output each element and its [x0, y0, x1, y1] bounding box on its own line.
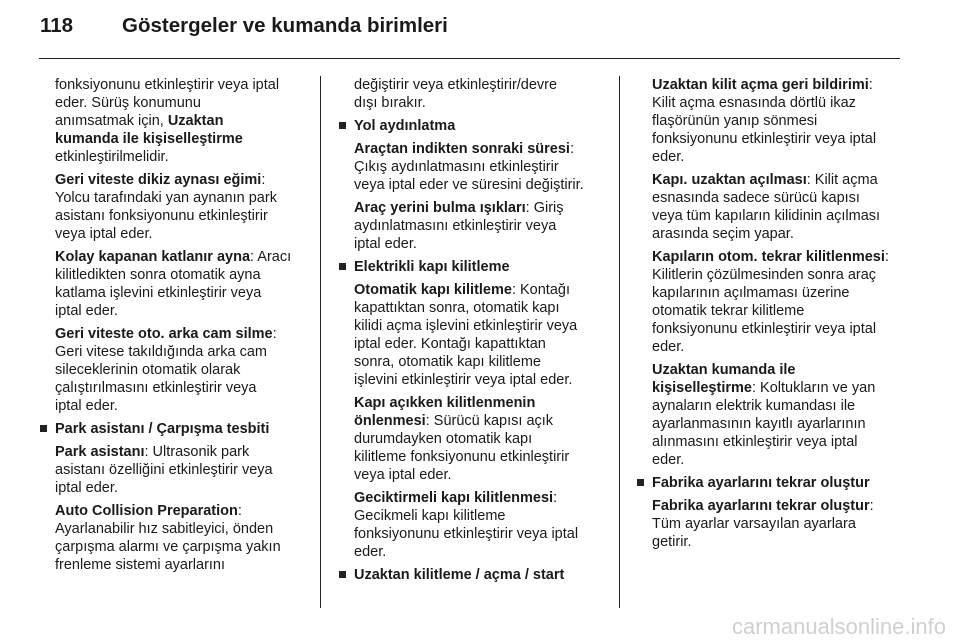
- text: : Kilitlerin çözülmesinden sonra araç kapılarının açılmaması üzerine otomatik tekrar kilitleme fonksiyonunu etkinleştirir veya iptal eder.: [652, 249, 889, 355]
- bold-term: Uzaktan kumanda ile kişiselleştirme: [652, 362, 796, 396]
- paragraph: [339, 199, 611, 253]
- paragraph: [637, 248, 909, 356]
- bullet-heading: [637, 474, 909, 492]
- bold-term: Kapı. uzaktan açılması: [652, 172, 807, 188]
- bullet-square-icon: [339, 263, 346, 270]
- text: : Gecikmeli kapı kilitleme fonksiyonunu etkinleştirir veya iptal eder.: [354, 490, 579, 560]
- bold-term: Uzaktan kumanda ile kişiselleştirme: [55, 113, 243, 147]
- text: fonksiyonunu etkinleştirir veya iptal eder. Sürüş konumunu anımsatmak için,: [55, 77, 280, 129]
- bold-term: Geri viteste oto. arka cam silme: [55, 326, 273, 342]
- bullet-text: Elektrikli kapı kilitleme: [354, 259, 510, 275]
- bullet-square-icon: [339, 122, 346, 129]
- paragraph: [40, 248, 310, 320]
- bold-term: Uzaktan kilit açma geri bildirimi: [652, 77, 869, 93]
- page-title: Göstergeler ve kumanda birimleri: [122, 14, 448, 37]
- text: değiştirir veya etkinleştirir/devre dışı bırakır.: [354, 77, 558, 111]
- bullet-text: Uzaktan kilitleme / açma / start: [354, 567, 565, 583]
- bold-term: Geciktirmeli kapı kilitlenmesi: [354, 490, 554, 506]
- header-rule: [39, 58, 900, 59]
- text: : Aracı kilitledikten sonra otomatik ayna katlama işlevini etkinleştirir veya iptal eder.: [55, 249, 292, 319]
- text: : Kontağı kapattıktan sonra, otomatik kapı kilidi açma işlevini etkinleştirir veya iptal eder. Kontağı kapattıktan sonra, otomatik kapı kilitleme işlevini etkinleştirir veya iptal eder.: [354, 282, 578, 388]
- paragraph: [40, 443, 310, 497]
- text: : Ayarlanabilir hız sabitleyici, önden çarpışma alarmı ve çarpışma yakın frenleme sistemi ayarlarını: [55, 503, 281, 573]
- paragraph: [339, 394, 611, 484]
- paragraph: [339, 489, 611, 561]
- bold-term: Araçtan indikten sonraki süresi: [354, 141, 570, 157]
- text: : Sürücü kapısı açık durumdayken otomatik kapı kilitleme fonksiyonunu etkinleştirir veya iptal eder.: [354, 413, 570, 483]
- bold-term: Fabrika ayarlarını tekrar oluştur: [652, 498, 870, 514]
- bullet-heading: [339, 258, 611, 276]
- paragraph: [637, 171, 909, 243]
- text: : Ultrasonik park asistanı özelliğini etkinleştirir veya iptal eder.: [55, 444, 273, 496]
- bullet-heading: [40, 420, 310, 438]
- bold-term: Park asistanı: [55, 444, 145, 460]
- bullet-text: Park asistanı / Çarpışma tesbiti: [55, 421, 270, 437]
- text: : Giriş aydınlatmasını etkinleştirir veya iptal eder.: [354, 200, 564, 252]
- text: : Tüm ayarlar varsayılan ayarlara getirir.: [652, 498, 874, 550]
- bold-term: Kolay kapanan katlanır ayna: [55, 249, 251, 265]
- paragraph: [40, 171, 310, 243]
- column-3: [637, 76, 909, 556]
- bold-term: Auto Collision Preparation: [55, 503, 238, 519]
- paragraph: [339, 76, 611, 112]
- text: etkinleştirilmelidir.: [55, 149, 169, 165]
- bullet-square-icon: [40, 425, 47, 432]
- watermark: carmanualsonline.info: [731, 614, 946, 639]
- bold-term: Otomatik kapı kilitleme: [354, 282, 512, 298]
- text: : Kilit açma esnasında dörtlü ikaz flaşörünün yanıp sönmesi fonksiyonunu etkinleştirir veya iptal eder.: [652, 77, 877, 165]
- text: : Yolcu tarafındaki yan aynanın park asistanı fonksiyonunu etkinleştirir veya iptal eder.: [55, 172, 277, 242]
- text: : Kilit açma esnasında sadece sürücü kapısı veya tüm kapıların kilidinin açılması arasında seçim yapar.: [652, 172, 881, 242]
- paragraph: [637, 497, 909, 551]
- column-2: [339, 76, 611, 589]
- paragraph: [637, 76, 909, 166]
- paragraph: [637, 361, 909, 469]
- bold-term: Kapıların otom. tekrar kilitlenmesi: [652, 249, 885, 265]
- text: : Çıkış aydınlatmasını etkinleştirir veya iptal eder ve süresini değiştirir.: [354, 141, 584, 193]
- bullet-heading: [339, 566, 611, 584]
- page-number: 118: [40, 14, 74, 37]
- bold-term: Kapı açıkken kilitlenmenin önlenmesi: [354, 395, 536, 429]
- bold-term: Araç yerini bulma ışıkları: [354, 200, 526, 216]
- bold-term: Geri viteste dikiz aynası eğimi: [55, 172, 262, 188]
- paragraph: [40, 502, 310, 574]
- paragraph: [339, 140, 611, 194]
- text: : Geri vitese takıldığında arka cam sileceklerinin otomatik olarak çalıştırılmasını etkinleştirir veya iptal eder.: [55, 326, 277, 414]
- column-divider-1: [320, 76, 321, 608]
- bullet-text: Fabrika ayarlarını tekrar oluştur: [652, 475, 870, 491]
- paragraph: [40, 325, 310, 415]
- bullet-text: Yol aydınlatma: [354, 118, 456, 134]
- column-divider-2: [619, 76, 620, 608]
- bullet-square-icon: [637, 479, 644, 486]
- text: : Koltukların ve yan aynaların elektrik kumandası ile ayarlanmasının kayıtlı ayarlarının alınmasını etkinleştirir veya iptal eder.: [652, 380, 876, 468]
- column-1: [40, 76, 310, 579]
- paragraph: [339, 281, 611, 389]
- bullet-heading: [339, 117, 611, 135]
- bullet-square-icon: [339, 571, 346, 578]
- paragraph: [40, 76, 310, 166]
